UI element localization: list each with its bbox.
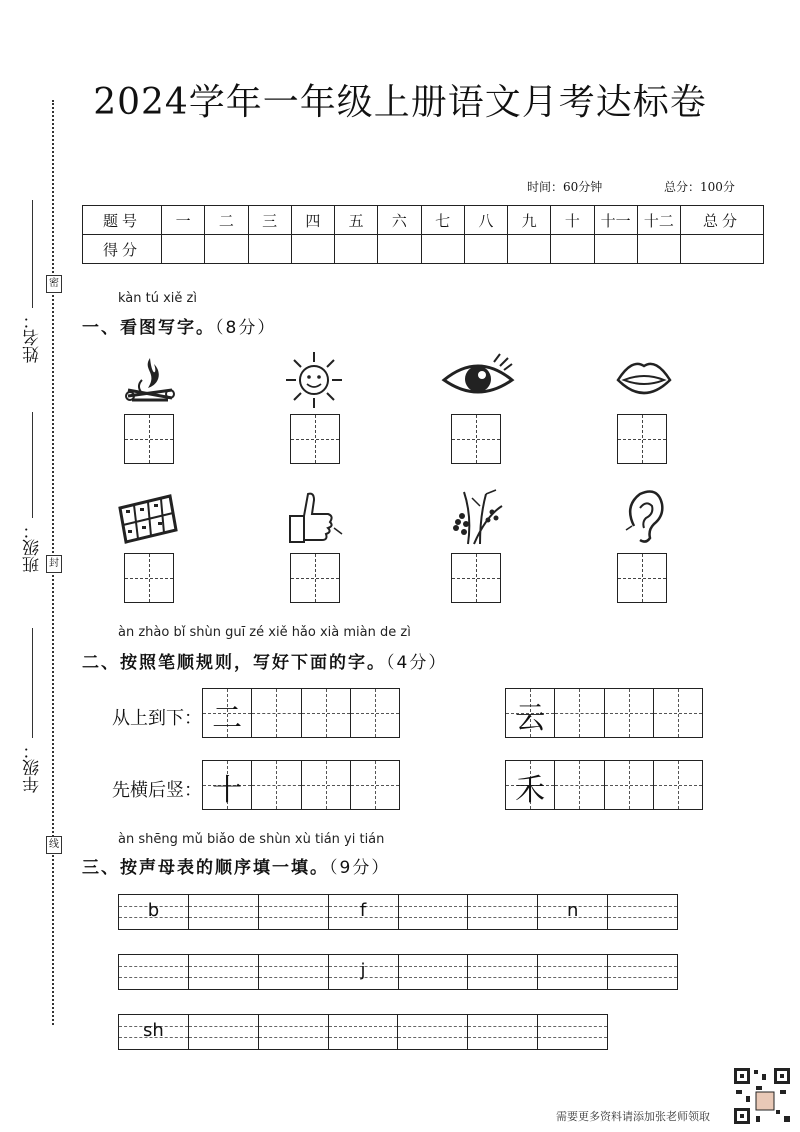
- writing-box[interactable]: [617, 553, 667, 603]
- score-col: 六: [378, 206, 421, 235]
- initial-letter: b: [147, 900, 160, 921]
- score-cell[interactable]: [378, 235, 421, 264]
- hand-icon: [282, 488, 346, 548]
- initial-slot[interactable]: [607, 895, 678, 929]
- score-col: 五: [335, 206, 378, 235]
- initial-slot[interactable]: [537, 1015, 608, 1049]
- score-cell[interactable]: [681, 235, 764, 264]
- initial-slot[interactable]: [188, 955, 258, 989]
- ear-icon: [612, 486, 676, 546]
- section2-heading: [82, 648, 447, 673]
- exam-total: 总分：100分: [664, 180, 735, 194]
- section2-pinyin: àn zhào bǐ shùn guī zé xiě hǎo xià miàn de zì: [118, 625, 411, 640]
- seal-mark: 线: [46, 836, 62, 854]
- section3-heading: [82, 853, 390, 878]
- score-cell[interactable]: [162, 235, 205, 264]
- initial-slot[interactable]: [398, 955, 468, 989]
- writing-box[interactable]: [451, 553, 501, 603]
- writing-box[interactable]: [451, 414, 501, 464]
- section3-title: 三、按声母表的顺序填一填。: [82, 858, 329, 878]
- mouth-icon: [612, 350, 676, 410]
- score-cell[interactable]: [594, 235, 637, 264]
- initial-slot[interactable]: [537, 955, 607, 989]
- initials-row-2: [118, 954, 678, 990]
- initial-letter: sh: [143, 1020, 164, 1041]
- writing-box[interactable]: [124, 553, 174, 603]
- initial-slot[interactable]: [328, 1015, 398, 1049]
- eye-icon: [440, 350, 516, 410]
- initial-slot[interactable]: [467, 1015, 537, 1049]
- score-cell[interactable]: [464, 235, 507, 264]
- score-cell[interactable]: [508, 235, 551, 264]
- rule-top-to-bottom-label: 从上到下：: [112, 708, 202, 729]
- sun-icon: [282, 350, 346, 410]
- section1-heading: [82, 313, 276, 338]
- writing-box[interactable]: [290, 553, 340, 603]
- score-col: 二: [205, 206, 248, 235]
- exam-time: 时间：60分钟: [527, 180, 603, 194]
- initial-slot[interactable]: [258, 955, 328, 989]
- stroke-practice-strip[interactable]: [202, 760, 400, 810]
- writing-box[interactable]: [290, 414, 340, 464]
- score-col: 九: [508, 206, 551, 235]
- model-character: 禾: [515, 773, 546, 808]
- grade-label: 年级：: [23, 742, 43, 793]
- model-character: 二: [212, 701, 243, 736]
- initial-slot[interactable]: [188, 895, 258, 929]
- section1-pinyin: kàn tú xiě zì: [118, 291, 197, 306]
- fire-icon: [118, 350, 182, 410]
- initial-letter: n: [566, 900, 579, 921]
- score-cell[interactable]: [637, 235, 680, 264]
- section2-points: （4分）: [386, 653, 448, 673]
- section1-title: 一、看图写字。: [82, 318, 215, 338]
- initial-slot[interactable]: [467, 895, 537, 929]
- page-title: 2024学年一年级上册语文月考达标卷: [93, 82, 707, 123]
- initial-slot[interactable]: [118, 895, 188, 929]
- score-cell[interactable]: [248, 235, 291, 264]
- model-character: 云: [515, 701, 546, 736]
- initial-slot[interactable]: [537, 895, 607, 929]
- name-field[interactable]: [32, 200, 33, 308]
- initial-slot[interactable]: [258, 1015, 328, 1049]
- class-label: 班级：: [23, 522, 43, 573]
- writing-box[interactable]: [617, 414, 667, 464]
- stroke-practice-strip[interactable]: [505, 760, 703, 810]
- grain-icon: [446, 486, 510, 546]
- score-col: 十一: [594, 206, 637, 235]
- name-label: 姓名：: [23, 312, 43, 363]
- initial-slot[interactable]: [607, 955, 678, 989]
- initial-slot[interactable]: [328, 895, 398, 929]
- score-col: 三: [248, 206, 291, 235]
- score-col-total: 总分: [681, 206, 764, 235]
- initial-slot[interactable]: [118, 955, 188, 989]
- score-table: [82, 205, 764, 264]
- initial-slot[interactable]: [398, 895, 468, 929]
- initial-slot[interactable]: [188, 1015, 258, 1049]
- section3-pinyin: àn shēng mǔ biǎo de shùn xù tián yi tián: [118, 832, 385, 847]
- score-cell[interactable]: [421, 235, 464, 264]
- initial-slot[interactable]: [258, 895, 328, 929]
- score-col: 一: [162, 206, 205, 235]
- score-col: 十二: [637, 206, 680, 235]
- footer-note: 需要更多资料请添加张老师领取: [556, 1110, 710, 1123]
- field-icon: [114, 488, 182, 548]
- score-table-header-row: [83, 206, 764, 235]
- stroke-practice-strip[interactable]: [202, 688, 400, 738]
- seal-mark: 密: [46, 275, 62, 293]
- score-cell[interactable]: [551, 235, 594, 264]
- section3-points: （9分）: [329, 858, 391, 878]
- score-cell[interactable]: [335, 235, 378, 264]
- score-table-row2-label: 得分: [83, 235, 162, 264]
- model-character: 十: [212, 773, 243, 808]
- score-cell[interactable]: [291, 235, 334, 264]
- score-col: 八: [464, 206, 507, 235]
- seal-mark: 封: [46, 555, 62, 573]
- stroke-practice-strip[interactable]: [505, 688, 703, 738]
- score-col: 四: [291, 206, 334, 235]
- initial-slot[interactable]: [328, 955, 398, 989]
- initial-letter: f: [359, 900, 367, 921]
- rule-horizontal-then-vertical-label: 先横后竖：: [112, 780, 202, 801]
- initials-row-1: [118, 894, 678, 930]
- class-field[interactable]: [32, 412, 33, 518]
- qr-code-icon: [732, 1066, 792, 1126]
- score-table-row1-label: 题号: [83, 206, 162, 235]
- initials-row-3: [118, 1014, 608, 1050]
- grade-field[interactable]: [32, 628, 33, 738]
- section1-points: （8分）: [215, 318, 277, 338]
- score-col: 七: [421, 206, 464, 235]
- initial-slot[interactable]: [118, 1015, 188, 1049]
- initial-slot[interactable]: [467, 955, 537, 989]
- initial-letter: j: [360, 960, 366, 981]
- initial-slot[interactable]: [397, 1015, 467, 1049]
- score-cell[interactable]: [205, 235, 248, 264]
- section2-title: 二、按照笔顺规则，写好下面的字。: [82, 653, 386, 673]
- score-table-score-row: [83, 235, 764, 264]
- score-col: 十: [551, 206, 594, 235]
- writing-box[interactable]: [124, 414, 174, 464]
